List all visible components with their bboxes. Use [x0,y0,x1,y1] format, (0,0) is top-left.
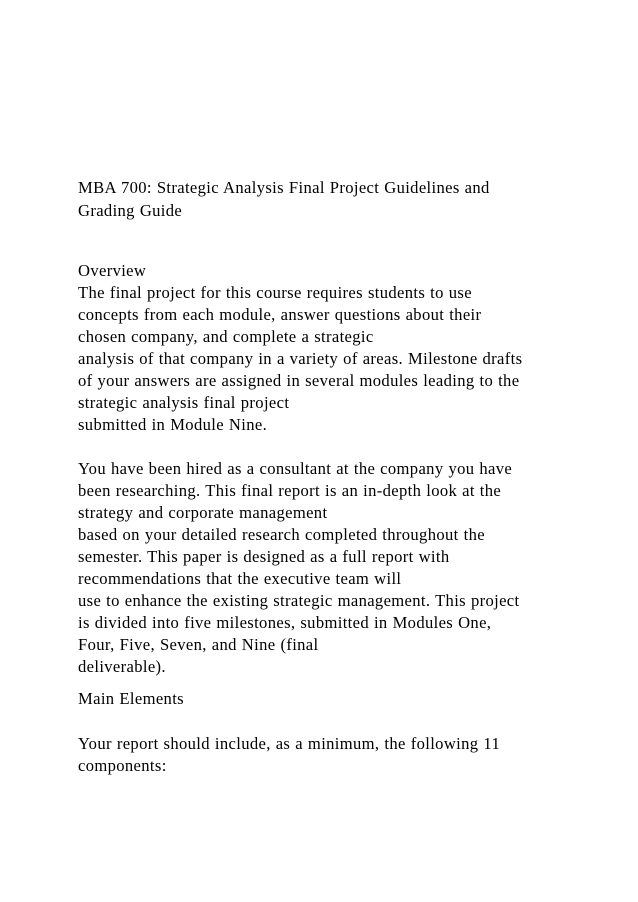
overview-line-5: of your answers are assigned in several modules leading to the [78,371,520,390]
consultant-line-6: recommendations that the executive team will [78,569,402,588]
overview-line-3: chosen company, and complete a strategic [78,327,374,346]
consultant-line-9: Four, Five, Seven, and Nine (final [78,635,319,654]
overview-line-2: concepts from each module, answer questions about their [78,305,482,324]
report-line-2: components: [78,756,167,775]
consultant-line-2: been researching. This final report is an in-depth look at the [78,481,502,500]
main-elements-heading: Main Elements [78,689,184,708]
document-title-line-1: MBA 700: Strategic Analysis Final Project Guidelines and [78,178,490,197]
consultant-line-1: You have been hired as a consultant at the company you have [78,459,513,478]
overview-line-4: analysis of that company in a variety of areas. Milestone drafts [78,349,523,368]
report-line-1: Your report should include, as a minimum, the following 11 [78,734,501,753]
overview-heading: Overview [78,261,147,280]
consultant-line-8: is divided into five milestones, submitted in Modules One, [78,613,492,632]
overview-line-7: submitted in Module Nine. [78,415,268,434]
consultant-line-5: semester. This paper is designed as a full report with [78,547,450,566]
overview-line-6: strategic analysis final project [78,393,290,412]
overview-line-1: The final project for this course requires students to use [78,283,472,302]
consultant-line-3: strategy and corporate management [78,503,328,522]
consultant-line-10: deliverable). [78,657,166,676]
document-title-line-2: Grading Guide [78,201,183,220]
consultant-line-7: use to enhance the existing strategic management. This project [78,591,520,610]
consultant-line-4: based on your detailed research completed throughout the [78,525,485,544]
